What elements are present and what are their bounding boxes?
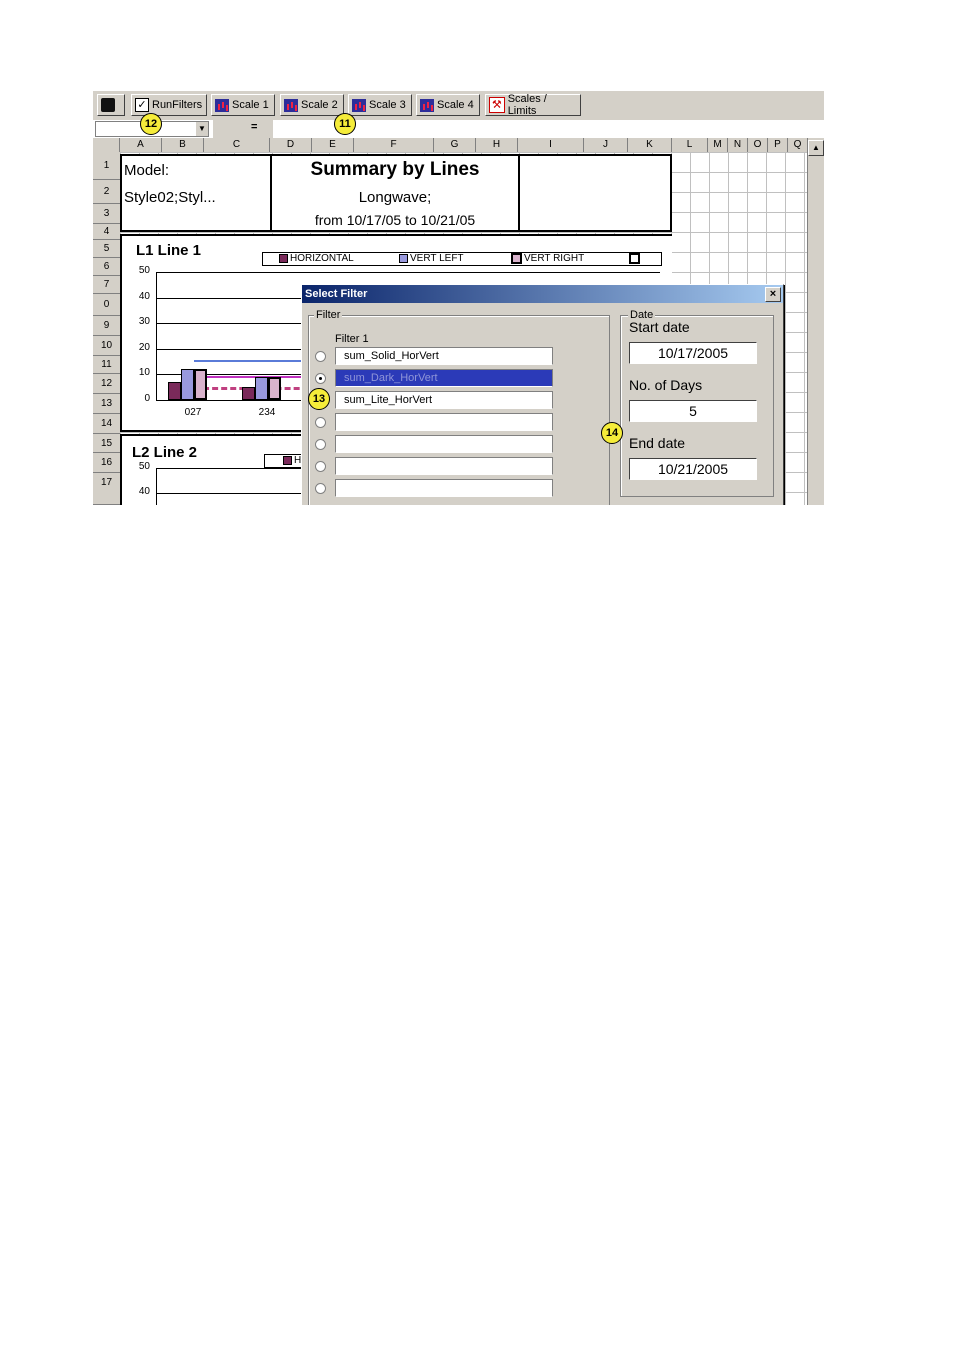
bar-vert-right	[268, 377, 281, 400]
callout-badge: 12	[140, 113, 162, 135]
checkbox-icon: ✓	[135, 98, 149, 112]
chart-title: L1 Line 1	[136, 242, 202, 259]
summary-title: Summary by Lines	[310, 159, 480, 180]
x-tick: 234	[258, 407, 276, 418]
row-header[interactable]: 0	[93, 294, 120, 316]
row-header[interactable]: 3	[93, 204, 120, 224]
filter1-label: Filter 1	[335, 333, 369, 345]
select-filter-dialog	[301, 284, 784, 505]
row-headers	[93, 152, 121, 505]
filter-item[interactable]	[335, 479, 553, 497]
model-label: Model:	[124, 162, 170, 179]
row-header[interactable]: 2	[93, 180, 120, 204]
model-box	[120, 154, 272, 232]
callout-badge: 13	[308, 388, 330, 410]
row-header[interactable]: 11	[93, 356, 120, 374]
legend-item-vert-right: VERT RIGHT	[511, 253, 584, 265]
column-header[interactable]: L	[672, 138, 708, 152]
bar-vert-right	[194, 369, 207, 400]
filter-item[interactable]: sum_Solid_HorVert	[335, 347, 553, 365]
y-axis	[156, 468, 157, 505]
chevron-down-icon[interactable]: ▼	[196, 122, 208, 136]
column-header[interactable]: A	[120, 138, 162, 152]
end-date-label: End date	[629, 435, 686, 451]
dialog-title[interactable]: Select Filter	[302, 285, 783, 303]
gridline	[156, 272, 660, 273]
run-filters-button[interactable]: ✓ RunFilters	[131, 94, 207, 116]
filter-item[interactable]	[335, 413, 553, 431]
bar-vert-left	[181, 369, 194, 400]
end-date-input[interactable]: 10/21/2005	[629, 458, 757, 480]
app-menu-button[interactable]	[97, 94, 125, 116]
filter-item[interactable]	[335, 435, 553, 453]
model-value: Style02;Styl...	[124, 189, 216, 206]
app-icon	[101, 98, 115, 112]
y-tick: 40	[138, 291, 150, 302]
column-header[interactable]: O	[748, 138, 768, 152]
column-header[interactable]: H	[476, 138, 518, 152]
callout-badge: 11	[334, 113, 356, 135]
custom-toolbar	[93, 91, 824, 121]
scroll-up-icon[interactable]: ▲	[808, 140, 824, 156]
y-tick: 10	[138, 367, 150, 378]
start-date-label: Start date	[629, 319, 690, 335]
days-input[interactable]: 5	[629, 400, 757, 422]
row-header[interactable]: 6	[93, 258, 120, 276]
row-header[interactable]: 12	[93, 374, 120, 394]
column-header[interactable]: M	[708, 138, 728, 152]
filter-group-label: Filter	[316, 309, 341, 321]
scale-4-button[interactable]: Scale 4	[416, 94, 480, 116]
equals-sign[interactable]: =	[251, 121, 258, 133]
row-header[interactable]: 17	[93, 473, 120, 505]
y-tick: 50	[138, 461, 150, 472]
chart-icon	[284, 99, 298, 112]
y-tick: 50	[138, 265, 150, 276]
column-headers	[93, 138, 824, 153]
filter-item-selected[interactable]: sum_Dark_HorVert	[335, 369, 553, 387]
filter-radio[interactable]	[315, 439, 326, 450]
bar-vert-left	[255, 377, 268, 400]
column-header[interactable]: J	[584, 138, 628, 152]
row-header[interactable]: 15	[93, 434, 120, 453]
date-group-label: Date	[630, 309, 654, 321]
column-header[interactable]: P	[768, 138, 788, 152]
y-tick: 40	[138, 486, 150, 497]
summary-range: from 10/17/05 to 10/21/05	[314, 212, 476, 228]
y-tick: 30	[138, 316, 150, 327]
filter-radio[interactable]	[315, 373, 326, 384]
y-tick: 20	[138, 342, 150, 353]
legend-item-horizontal: H	[283, 455, 301, 467]
row-header[interactable]: 7	[93, 276, 120, 294]
summary-box	[270, 154, 520, 232]
chart-icon	[352, 99, 366, 112]
row-header[interactable]: 5	[93, 240, 120, 258]
close-icon[interactable]: ×	[765, 287, 781, 302]
vertical-scrollbar[interactable]	[807, 138, 824, 505]
tools-icon: ⚒	[489, 97, 505, 113]
filter-radio[interactable]	[315, 351, 326, 362]
excel-window	[93, 91, 824, 505]
row-header[interactable]: 13	[93, 394, 120, 414]
formula-separator	[213, 120, 273, 138]
scale-1-button[interactable]: Scale 1	[211, 94, 275, 116]
chart-icon	[215, 99, 229, 112]
column-header[interactable]: I	[518, 138, 584, 152]
filter-radio[interactable]	[315, 461, 326, 472]
filter-item[interactable]	[335, 457, 553, 475]
scale-3-button[interactable]: Scale 3	[348, 94, 412, 116]
legend-item-extra	[629, 253, 642, 265]
legend-item-vert-left: VERT LEFT	[399, 253, 464, 265]
x-tick: 027	[184, 407, 202, 418]
column-header[interactable]: E	[312, 138, 354, 152]
select-all-corner[interactable]	[93, 138, 120, 152]
column-header[interactable]: D	[270, 138, 312, 152]
filter-item[interactable]: sum_Lite_HorVert	[335, 391, 553, 409]
filter-radio[interactable]	[315, 483, 326, 494]
filter-radio[interactable]	[315, 417, 326, 428]
header-right-box	[518, 154, 672, 232]
row-header[interactable]: 14	[93, 414, 120, 434]
row-header[interactable]: 1	[93, 152, 120, 180]
scales-limits-button[interactable]: ⚒ Scales / Limits	[485, 94, 581, 116]
row-header[interactable]: 9	[93, 316, 120, 336]
y-tick: 0	[144, 393, 150, 404]
start-date-input[interactable]: 10/17/2005	[629, 342, 757, 364]
column-header[interactable]: N	[728, 138, 748, 152]
y-axis	[156, 272, 157, 400]
callout-badge: 14	[601, 422, 623, 444]
days-label: No. of Days	[629, 377, 703, 393]
chart-legend	[262, 252, 662, 266]
bar-horizontal	[168, 382, 181, 400]
summary-sub: Longwave;	[358, 189, 432, 206]
bar-horizontal	[242, 387, 255, 400]
scale-2-button[interactable]: Scale 2	[280, 94, 344, 116]
column-header[interactable]: Q	[788, 138, 808, 152]
chart-icon	[420, 99, 434, 112]
column-header[interactable]: K	[628, 138, 672, 152]
row-header[interactable]: 16	[93, 453, 120, 473]
chart-title: L2 Line 2	[132, 444, 198, 461]
row-header[interactable]: 10	[93, 336, 120, 356]
column-header[interactable]: B	[162, 138, 204, 152]
column-header[interactable]: G	[434, 138, 476, 152]
row-header[interactable]: 4	[93, 224, 120, 240]
formula-bar	[93, 120, 824, 139]
column-header[interactable]: F	[354, 138, 434, 152]
column-header[interactable]: C	[204, 138, 270, 152]
legend-item-horizontal: HORIZONTAL	[279, 253, 354, 265]
